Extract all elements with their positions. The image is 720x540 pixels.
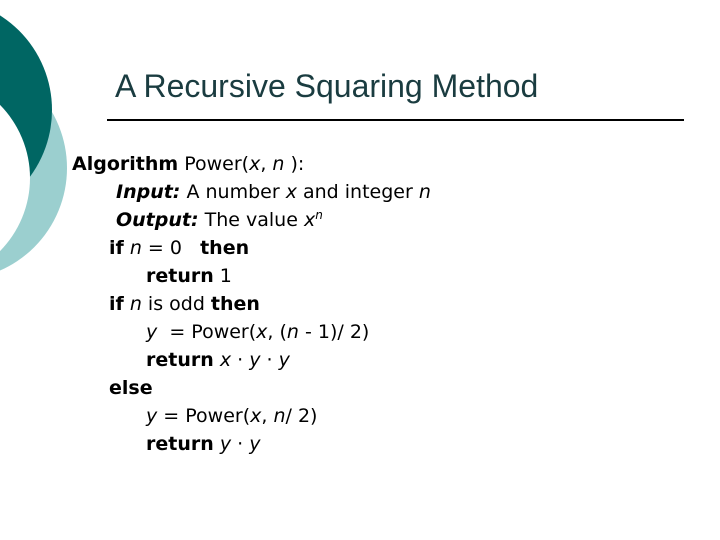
base-case-return-line: return 1 <box>146 265 232 287</box>
even-recursive-call-line: y = Power(x, n/ 2) <box>146 405 318 427</box>
odd-recursive-call-line: y = Power(x, (n - 1)/ 2) <box>146 321 370 343</box>
base-case-condition-line: if n = 0 then <box>109 237 250 259</box>
output-line: Output: The value $x^n$ <box>116 208 323 231</box>
else-line: else <box>109 377 153 399</box>
algorithm-block <box>72 150 431 458</box>
page-title: A Recursive Squaring Method <box>115 68 539 104</box>
odd-return-line: return x · y · y <box>146 349 290 371</box>
odd-condition-line: if n is odd then <box>109 293 260 315</box>
title-underline <box>107 119 684 121</box>
even-return-line: return y · y <box>146 433 261 455</box>
algorithm-signature-line: Algorithm Power(x, n ): <box>72 153 305 175</box>
input-line: Input: A number x and integer n <box>116 181 431 203</box>
